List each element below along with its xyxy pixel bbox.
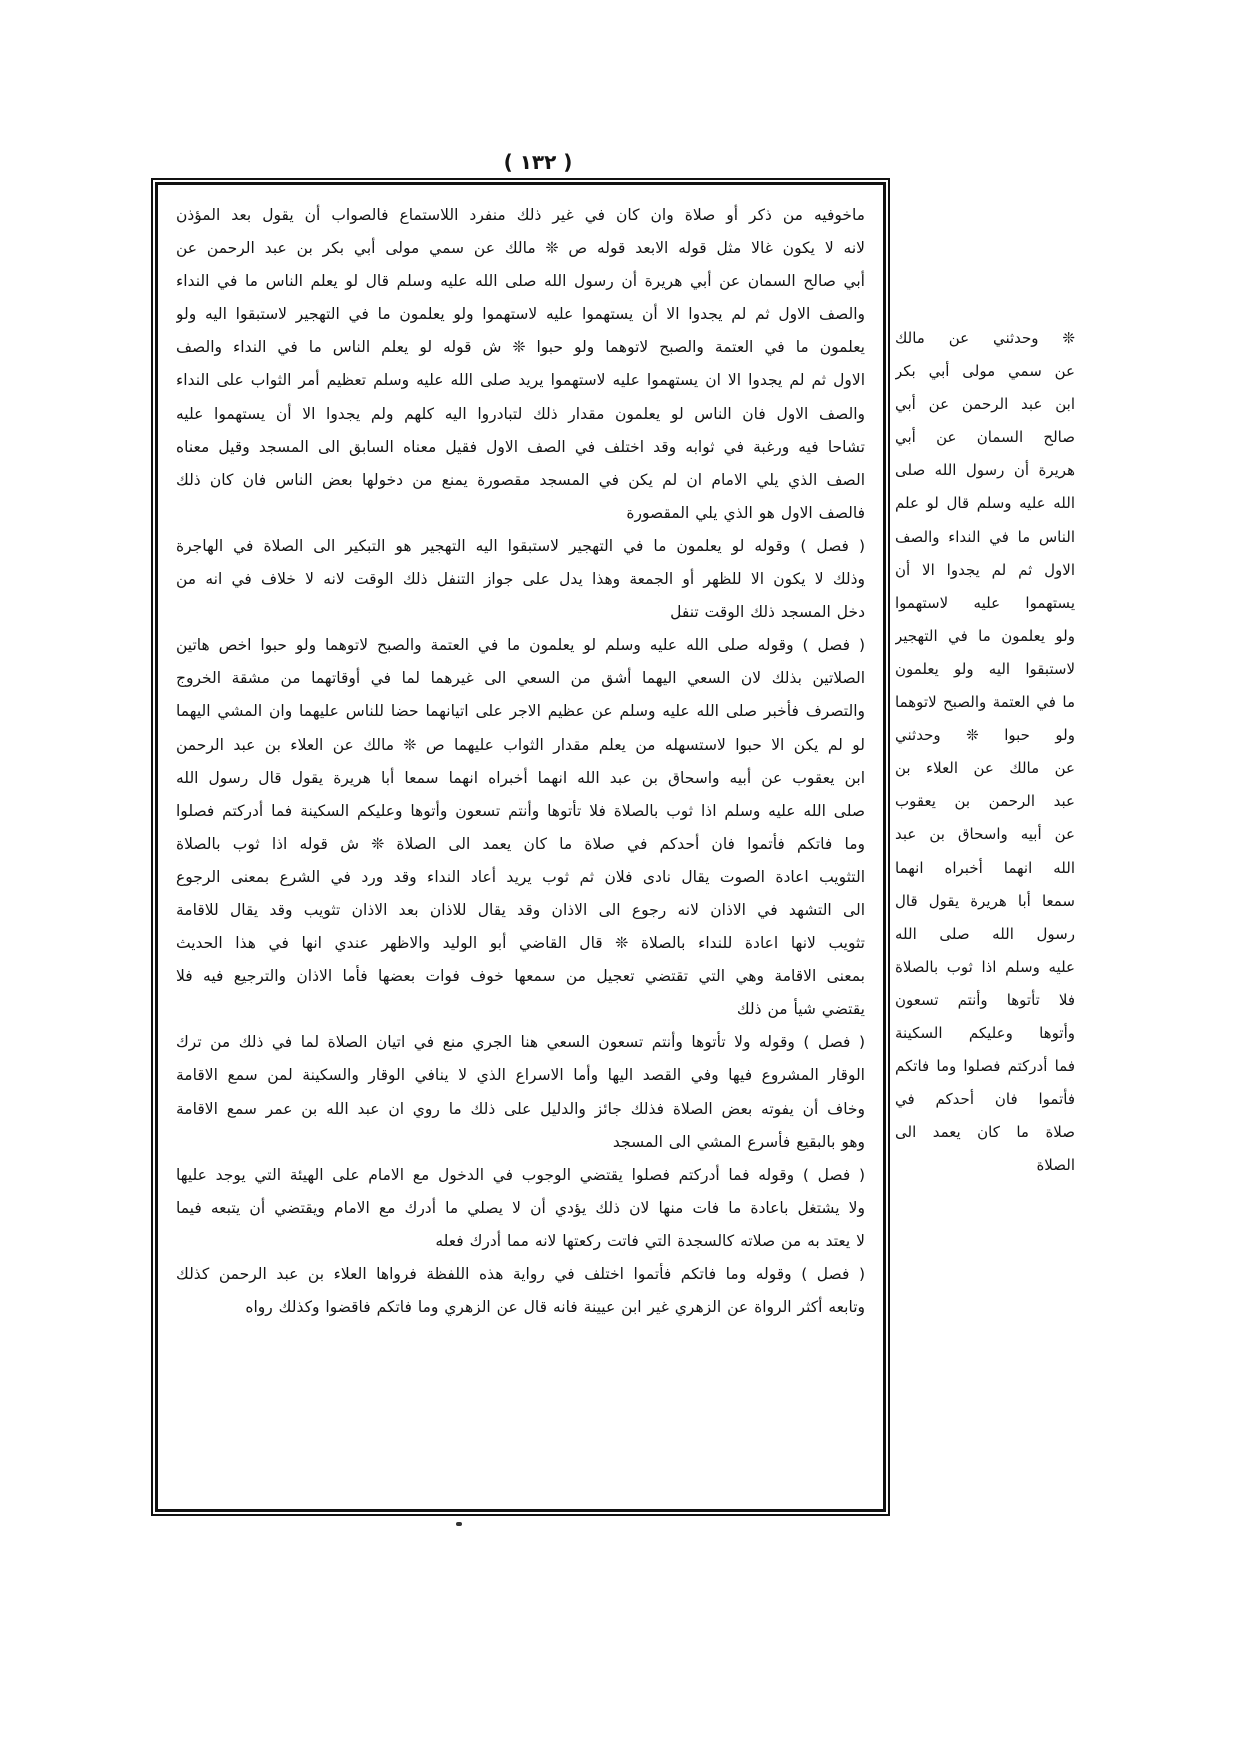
commentary-line: ( فصل ) وقوله وما فاتكم فأتموا اختلف في رواية هذه اللفظة فرواها العلاء بن عبد الرحمن كذلك xyxy=(176,1265,865,1283)
margin-line: لاستبقوا اليه ولو يعلمون xyxy=(895,659,1075,678)
commentary-line: ابن يعقوب عن أبيه واسحاق بن عبد الله انهما أخبراه انهما سمعا أبا هريرة يقول قال رسول الله xyxy=(176,768,865,787)
margin-line: فلا تأتوها وأنتم تسعون xyxy=(895,990,1075,1009)
margin-line: عن أبيه واسحاق بن عبد xyxy=(895,825,1075,844)
commentary-line: والصف الاول فان الناس لو يعلمون مقدار ذلك لتبادروا اليه كلهم ولم يجدوا الا أن يستهموا عليه xyxy=(176,404,865,423)
margin-line: يستهموا عليه لاستهموا xyxy=(895,593,1075,612)
commentary-line: ماخوفيه من ذكر أو صلاة وان كان في غير ذلك منفرد اللاستماع فالصواب أن يقول بعد المؤذن xyxy=(176,206,865,224)
margin-line: عن مالك عن العلاء بن xyxy=(895,759,1075,778)
commentary-line: التثويب اعادة الصوت يقال نادى فلان ثم ثوب يريد أعاد النداء وقد ورد في الشرع بمعنى الرجوع xyxy=(176,867,865,886)
commentary-line: الاول ثم لم يجدوا الا ان يستهموا عليه لاستهموا يريد صلى الله عليه وسلم تعظيم أمر الثواب على النداء xyxy=(176,371,865,390)
margin-line: عليه وسلم اذا ثوب بالصلاة xyxy=(895,957,1075,976)
margin-line: وأتوها وعليكم السكينة xyxy=(895,1023,1075,1042)
margin-line: الله انهما أخبراه انهما xyxy=(895,858,1075,877)
commentary-line: بمعنى الاقامة وهي التي تقتضي تعجيل من سمعها خوف فوات بعضها فأما الاذان والترجيع فيه فلا xyxy=(176,967,865,986)
commentary-line: الى التشهد في الاذان لانه رجوع الى الاذان وقد يقال للاذان بعد الاذان تثويب وقد يقال للاقامة xyxy=(176,900,865,919)
margin-line: صالح السمان عن أبي xyxy=(895,428,1075,447)
margin-line: ولو يعلمون ما في التهجير xyxy=(895,626,1075,645)
commentary-line: وما فاتكم فأتموا فان أحدكم في صلاة ما كان يعمد الى الصلاة ❊ ش قوله اذا ثوب بالصلاة xyxy=(176,834,865,853)
commentary-line: والتصرف فأخبر صلى الله عليه وسلم عن عظيم الاجر على اتيانهما حضا للناس عليهما وان المشي اليهما xyxy=(176,702,865,721)
commentary-frame xyxy=(155,182,886,1512)
commentary-line: فالصف الاول هو الذي يلي المقصورة xyxy=(626,503,865,522)
commentary-line: الوقار المشروع فيها وفي القصد اليها وأما الاسراع الذي لا ينافي الوقار والسكينة لمن سمع الاقامة xyxy=(176,1066,865,1085)
commentary-line: والصف الاول ثم لم يجدوا الا أن يستهموا عليه لاستهموا ولو يعلمون ما في التهجير لاستبقوا اليه ولو xyxy=(176,305,865,324)
commentary-line: لا يعتد به من صلاته كالسجدة التي فاتت ركعتها لانه مما أدرك فعله xyxy=(435,1231,865,1250)
commentary-line: صلى الله عليه وسلم اذا ثوب بالصلاة فلا تأتوها وأنتم تسعون وأتوها وعليكم السكينة فما أدركتم فصلوا xyxy=(176,801,865,820)
commentary-text xyxy=(176,199,865,1324)
commentary-line: لو لم يكن الا حبوا لاستسهله من يعلم مقدار الثواب عليهما ص ❊ مالك عن العلاء بن عبد الرحمن xyxy=(176,735,865,754)
commentary-line: دخل المسجد ذلك الوقت تنفل xyxy=(670,603,865,622)
margin-line: الناس ما في النداء والصف xyxy=(895,527,1075,546)
margin-line: الاول ثم لم يجدوا الا أن xyxy=(895,560,1075,579)
commentary-line: ( فصل ) وقوله لو يعلمون ما في التهجير لاستبقوا اليه التهجير هو التبكير الى الصلاة في الهاجرة xyxy=(176,536,865,555)
commentary-line: ( فصل ) وقوله صلى الله عليه وسلم لو يعلمون ما في العتمة والصبح لاتوهما ولو حبوا اخص هاتين xyxy=(176,636,865,655)
commentary-line: يقتضي شيأ من ذلك xyxy=(736,1000,865,1019)
margin-line: رسول الله صلى الله xyxy=(895,924,1075,943)
margin-line: ما في العتمة والصبح لاتوهما xyxy=(895,693,1075,712)
margin-line: سمعا أبا هريرة يقول قال xyxy=(895,891,1075,910)
margin-line: صلاة ما كان يعمد الى xyxy=(895,1123,1075,1142)
margin-line: ابن عبد الرحمن عن أبي xyxy=(895,395,1075,414)
margin-hadith-text xyxy=(895,322,1075,1182)
commentary-line: تثويب لانها اعادة للنداء بالصلاة ❊ قال القاضي أبو الوليد والاظهر عندي انها في هذا الحديث xyxy=(176,934,865,953)
commentary-line: وهو بالبقيع فأسرع المشي الى المسجد xyxy=(612,1132,865,1151)
margin-line: الصلاة xyxy=(1036,1156,1075,1175)
commentary-line: ولا يشتغل باعادة ما فات منها لان ذلك يؤدي أن لا يصلي ما أدرك مع الامام ويقتضي أن يتبعه فيما xyxy=(176,1198,865,1217)
commentary-line: الصف الذي يلي الامام ان لم يكن في المسجد مقصورة يمنع من دخولها بعض الناس فان كان ذلك xyxy=(176,470,865,489)
commentary-line: الصلاتين بذلك لان السعي اليهما أشق من السعي الى غيرهما لما في أوقاتهما من مشقة الخروج xyxy=(176,669,865,688)
commentary-line: وذلك لا يكون الا للظهر أو الجمعة وهذا يدل على جواز التنفل ذلك الوقت لانه لا خلاف في انه من xyxy=(176,570,865,589)
commentary-line: تشاحا فيه ورغبة في ثوابه وقد اختلف في الصف الاول فقيل معناه السابق الى المسجد وقيل معناه xyxy=(176,437,865,456)
commentary-line: يعلمون ما في العتمة والصبح لاتوهما ولو حبوا ❊ ش قوله لو يعلم الناس ما في النداء والصف xyxy=(176,338,865,357)
margin-line: عبد الرحمن بن يعقوب xyxy=(895,792,1075,811)
commentary-line: وتابعه أكثر الرواة عن الزهري غير ابن عيينة فانه قال عن الزهري وما فاتكم فاقضوا وكذلك رواه xyxy=(245,1298,865,1317)
margin-line: الله عليه وسلم قال لو علم xyxy=(895,494,1075,513)
margin-line: هريرة أن رسول الله صلى xyxy=(895,461,1075,480)
footer-mark xyxy=(456,1522,462,1526)
margin-line: ❊ وحدثني عن مالك xyxy=(895,329,1075,347)
page-number: ( ١٣٢ ) xyxy=(503,150,573,174)
margin-line: ولو حبوا ❊ وحدثني xyxy=(895,726,1075,745)
commentary-line: أبي صالح السمان عن أبي هريرة أن رسول الله صلى الله عليه وسلم قال لو يعلم الناس ما في النداء xyxy=(176,272,865,291)
margin-line: عن سمي مولى أبي بكر xyxy=(895,362,1075,381)
margin-line: فأتموا فان أحدكم في xyxy=(895,1090,1075,1109)
commentary-line: ( فصل ) وقوله ولا تأتوها وأنتم تسعون السعي هنا الجري منع في اتيان الصلاة لما في ذلك من ترك xyxy=(176,1033,865,1052)
commentary-line: وخاف أن يفوته بعض الصلاة فذلك جائز والدليل على ذلك ما روي ان عبد الله بن عمر سمع الاقامة xyxy=(176,1099,865,1118)
margin-line: فما أدركتم فصلوا وما فاتكم xyxy=(895,1057,1075,1076)
commentary-line: لانه لا يكون غالا مثل قوله الابعد قوله ص ❊ مالك عن سمي مولى أبي بكر بن عبد الرحمن عن xyxy=(176,239,865,258)
commentary-line: ( فصل ) وقوله فما أدركتم فصلوا يقتضي الوجوب في الدخول مع الامام على الهيئة التي يوجد عليها xyxy=(176,1165,865,1184)
